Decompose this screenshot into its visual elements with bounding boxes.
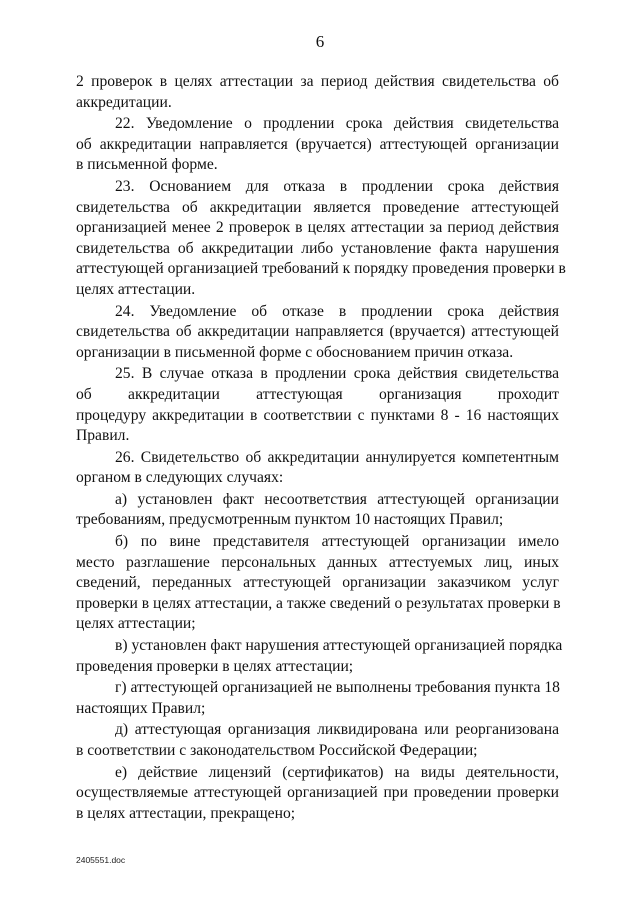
page-number: 6 (315, 32, 325, 51)
text-line: организацией менее 2 проверок в целях аттестации за период действия (76, 219, 559, 237)
text-line: целях аттестации. (76, 280, 196, 298)
text-line: сведений, переданных аттестующей организации заказчиком услуг (76, 574, 559, 592)
text-line: 23. Основанием для отказа в продлении срока действия (115, 177, 559, 195)
text-line: свидетельства об аккредитации либо установление факта нарушения (76, 239, 559, 257)
text-line: г) аттестующей организацией не выполнены требования пункта 18 (115, 679, 560, 697)
paragraph-26-e (76, 720, 559, 761)
text-line: в письменной форме. (76, 156, 218, 174)
text-line: свидетельства об аккредитации является проведение аттестующей (76, 198, 559, 216)
text-line: Правил. (76, 427, 130, 445)
paragraph-26-c (76, 636, 563, 677)
text-line: организации в письменной форме с обоснованием причин отказа. (76, 343, 514, 361)
text-line: об аккредитации аттестующая организация проходит (76, 385, 559, 403)
document-body (76, 72, 566, 825)
paragraph-21-continuation (76, 72, 559, 113)
text-line: целях аттестации; (76, 615, 196, 633)
text-line: об аккредитации направляется (вручается) аттестующей организации (76, 135, 559, 153)
text-line: осуществляемые аттестующей организацией при проведении проверки (76, 784, 559, 802)
text-line: в) установлен факт нарушения аттестующей организацией порядка (115, 637, 563, 655)
text-line: 25. В случае отказа в продлении срока действия свидетельства (115, 365, 559, 383)
paragraph-25 (76, 364, 559, 446)
text-line: а) установлен факт несоответствия аттестующей организации (115, 490, 559, 508)
paragraph-24 (76, 302, 559, 364)
document-filename: 2405551.doc (76, 855, 126, 865)
text-line: процедуру аккредитации в соответствии с пунктами 8 - 16 настоящих (76, 406, 559, 424)
text-line: аттестующей организацией требований к порядку проведения проверки в (76, 260, 566, 278)
text-line: б) по вине представителя аттестующей организации имело (115, 533, 559, 551)
text-line: в целях аттестации, прекращено; (76, 804, 296, 822)
paragraph-22 (76, 114, 559, 176)
paragraph-23 (76, 177, 566, 301)
text-line: 2 проверок в целях аттестации за период действия свидетельства об (76, 73, 559, 90)
text-line: д) аттестующая организация ликвидирована или реорганизована (115, 721, 559, 739)
paragraph-26-f (76, 763, 559, 825)
paragraph-26-a (76, 490, 559, 531)
text-line: место разглашение персональных данных аттестуемых лиц, иных (76, 553, 559, 571)
text-line: 24. Уведомление об отказе в продлении срока действия (115, 302, 559, 320)
text-line: настоящих Правил; (76, 699, 206, 717)
text-line: проведения проверки в целях аттестации; (76, 657, 354, 675)
text-line: проверки в целях аттестации, а также сведений о результатах проверки в (76, 594, 561, 612)
text-line: органом в следующих случаях: (76, 469, 284, 487)
text-line: 26. Свидетельство об аккредитации аннулируется компетентным (115, 448, 559, 466)
text-line: требованиям, предусмотренным пунктом 10 настоящих Правил; (76, 511, 504, 529)
text-line: свидетельства об аккредитации направляется (вручается) аттестующей (76, 323, 559, 341)
paragraph-26-d (76, 678, 559, 719)
paragraph-26 (76, 448, 559, 489)
paragraph-26-b (76, 532, 559, 635)
text-line: е) действие лицензий (сертификатов) на виды деятельности, (115, 763, 559, 781)
text-line: 22. Уведомление о продлении срока действия свидетельства (115, 115, 559, 133)
text-line: аккредитации. (76, 93, 172, 111)
text-line: в соответствии с законодательством Российской Федерации; (76, 742, 478, 759)
